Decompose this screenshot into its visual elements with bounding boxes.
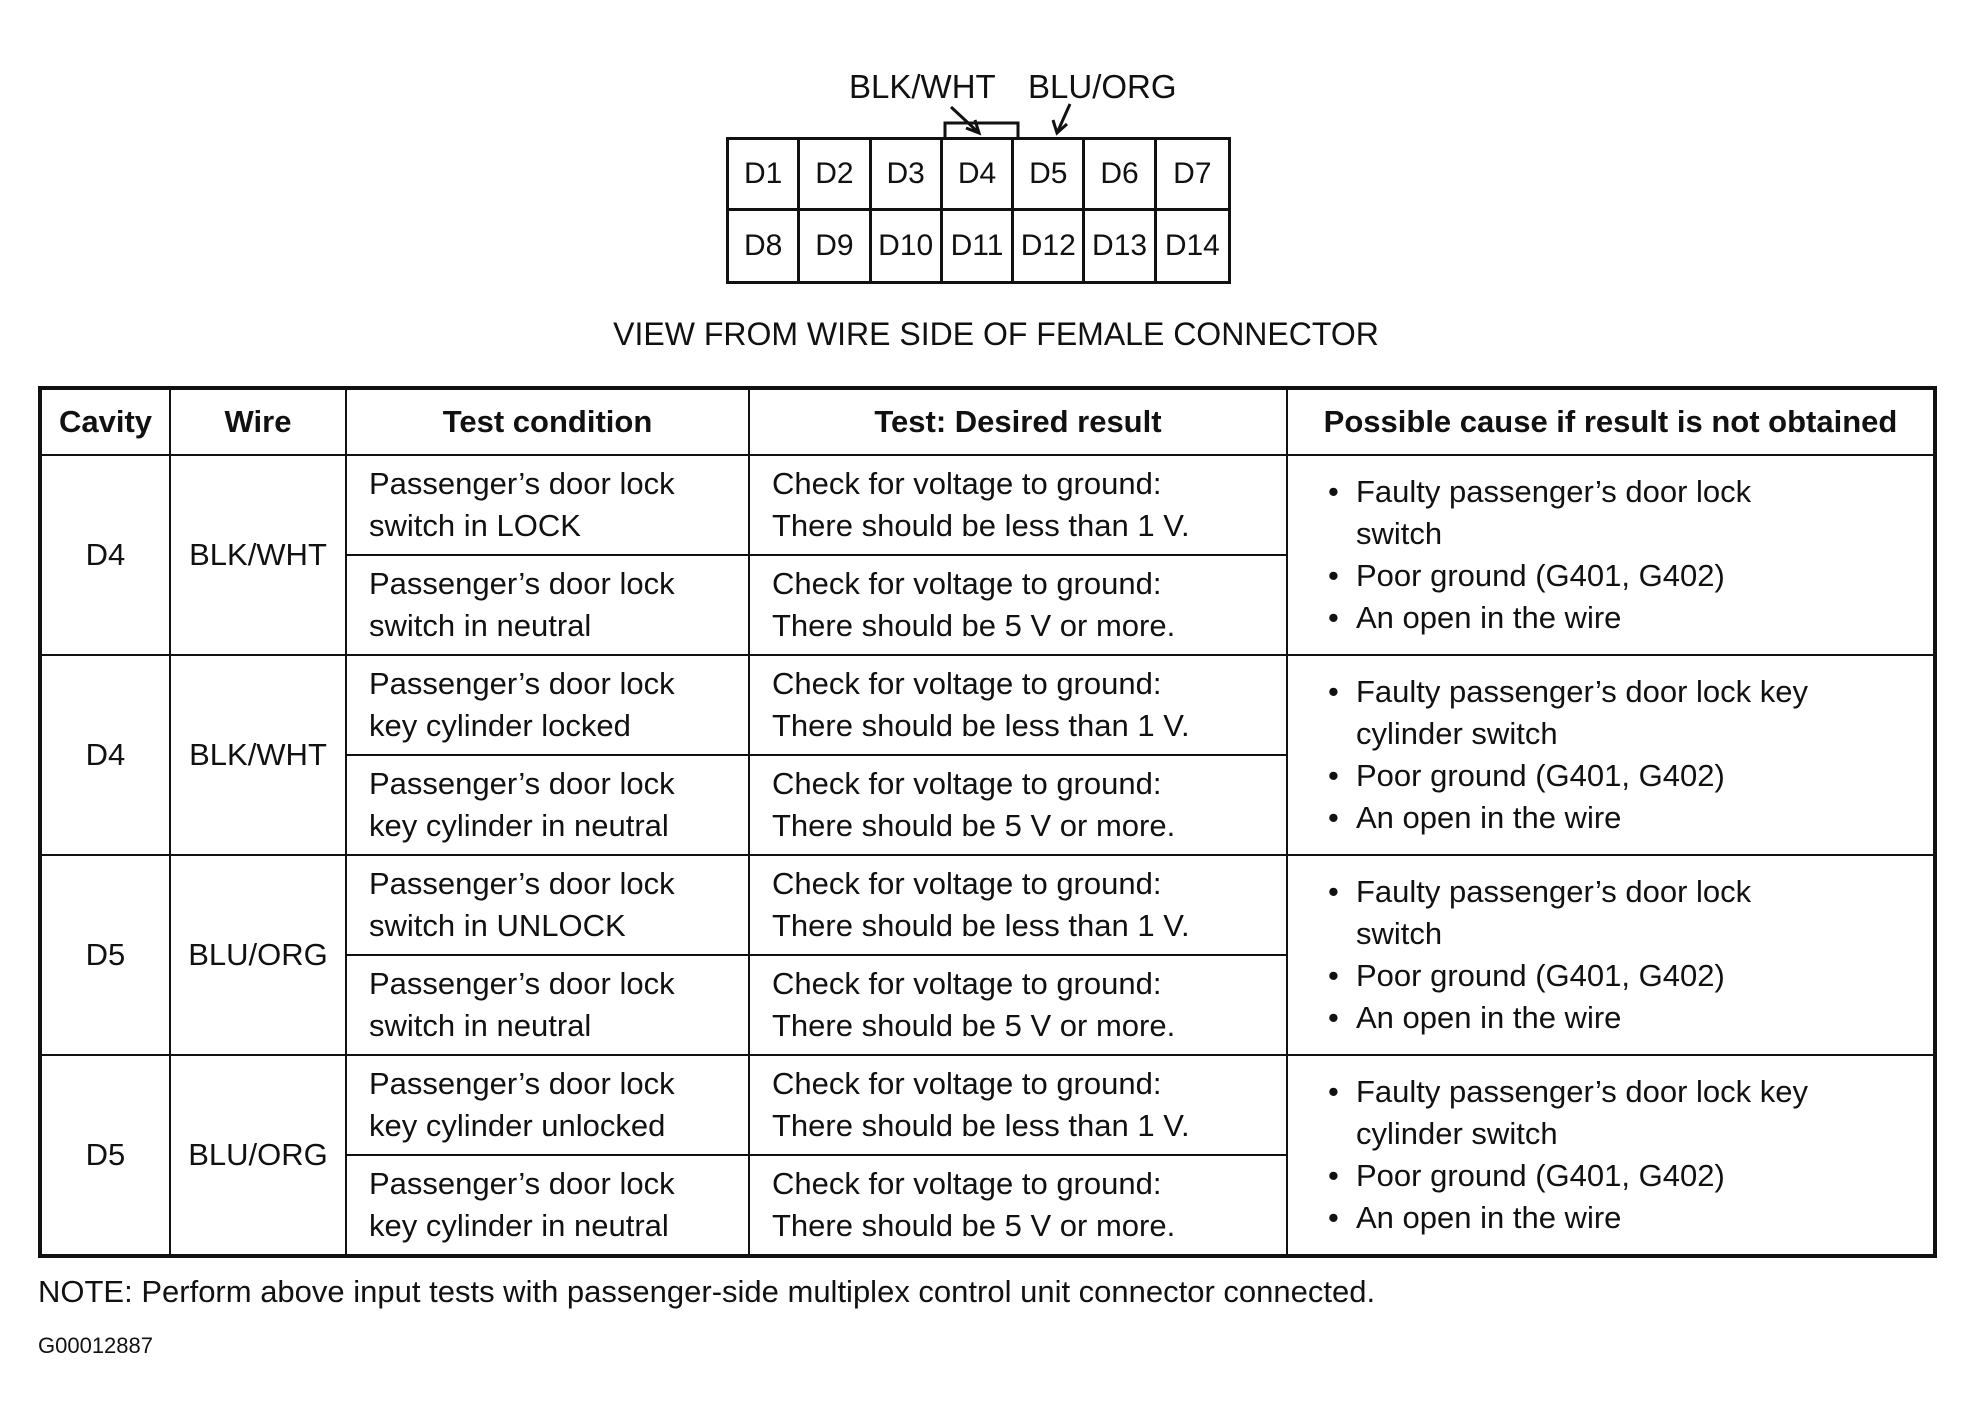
cause-line: An open in the wire [1356, 799, 1622, 835]
pin-d3: D3 [872, 140, 943, 211]
cause-line: Poor ground (G401, G402) [1356, 957, 1725, 993]
cause-item [1328, 1197, 1913, 1239]
cause-item [1328, 597, 1913, 639]
pin-d13: D13 [1085, 211, 1156, 282]
desired-result-line: Check for voltage to ground: [772, 665, 1162, 701]
cause-line: An open in the wire [1356, 1199, 1622, 1235]
test-condition-line: Passenger’s door lock [369, 565, 675, 601]
test-condition-cell [346, 455, 749, 555]
test-condition-line: switch in neutral [369, 607, 592, 643]
cause-item [1328, 1155, 1913, 1197]
cause-line: An open in the wire [1356, 599, 1622, 635]
cavity-cell: D4 [40, 455, 170, 655]
desired-result-line: There should be less than 1 V. [772, 907, 1190, 943]
desired-result-line: Check for voltage to ground: [772, 1165, 1162, 1201]
cause-list [1328, 1071, 1913, 1239]
cause-line: cylinder switch [1356, 1115, 1558, 1151]
cause-line: switch [1356, 915, 1443, 951]
cavity-cell: D4 [40, 655, 170, 855]
test-condition-line: Passenger’s door lock [369, 965, 675, 1001]
desired-result-line: There should be 5 V or more. [772, 607, 1176, 643]
desired-result-line: There should be less than 1 V. [772, 707, 1190, 743]
cause-item [1328, 671, 1913, 755]
pin-d7: D7 [1157, 140, 1228, 211]
test-condition-cell [346, 1055, 749, 1155]
header-desired-result: Test: Desired result [749, 388, 1287, 455]
wire-cell: BLK/WHT [170, 655, 346, 855]
possible-cause-cell [1287, 1055, 1935, 1256]
desired-result-line: There should be less than 1 V. [772, 507, 1190, 543]
header-wire: Wire [170, 388, 346, 455]
desired-result-cell [749, 655, 1287, 755]
test-condition-line: Passenger’s door lock [369, 1165, 675, 1201]
test-condition-line: Passenger’s door lock [369, 665, 675, 701]
pin-d6: D6 [1085, 140, 1156, 211]
test-condition-line: Passenger’s door lock [369, 1065, 675, 1101]
desired-result-line: There should be 5 V or more. [772, 1007, 1176, 1043]
cause-line: Poor ground (G401, G402) [1356, 757, 1725, 793]
wire-label-blk-wht: BLK/WHT [849, 68, 996, 105]
connector-caption: VIEW FROM WIRE SIDE OF FEMALE CONNECTOR [613, 316, 1379, 352]
desired-result-line: Check for voltage to ground: [772, 865, 1162, 901]
note-text: NOTE: Perform above input tests with passenger-side multiplex control unit connector connected. [38, 1274, 1376, 1309]
test-table [38, 386, 1937, 1258]
cause-list [1328, 671, 1913, 839]
cause-item [1328, 471, 1913, 555]
desired-result-line: Check for voltage to ground: [772, 965, 1162, 1001]
table-row [40, 1055, 1935, 1155]
cause-item [1328, 997, 1913, 1039]
desired-result-line: Check for voltage to ground: [772, 765, 1162, 801]
test-condition-cell [346, 755, 749, 855]
desired-result-cell [749, 855, 1287, 955]
pin-d14: D14 [1164, 228, 1220, 262]
cause-list [1328, 871, 1913, 1039]
wire-cell: BLU/ORG [170, 855, 346, 1055]
test-condition-cell [346, 1155, 749, 1256]
test-condition-cell [346, 555, 749, 655]
cause-item [1328, 955, 1913, 997]
cause-line: Faulty passenger’s door lock key [1356, 1073, 1809, 1109]
cause-item [1328, 555, 1913, 597]
pin-d5: D5 [1014, 140, 1085, 211]
connector-diagram [0, 0, 1964, 360]
cause-line: switch [1356, 515, 1443, 551]
desired-result-cell [749, 455, 1287, 555]
header-possible-cause: Possible cause if result is not obtained [1287, 388, 1935, 455]
desired-result-cell [749, 1155, 1287, 1256]
cause-line: Faulty passenger’s door lock [1356, 873, 1752, 909]
test-condition-line: Passenger’s door lock [369, 465, 675, 501]
test-condition-line: switch in neutral [369, 1007, 592, 1043]
pin-d4: D4 [943, 140, 1014, 211]
desired-result-line: Check for voltage to ground: [772, 465, 1162, 501]
test-condition-cell [346, 855, 749, 955]
pin-d1: D1 [729, 140, 800, 211]
cavity-cell: D5 [40, 1055, 170, 1256]
possible-cause-cell [1287, 855, 1935, 1055]
desired-result-cell [749, 1055, 1287, 1155]
cause-list [1328, 471, 1913, 639]
wire-cell: BLK/WHT [170, 455, 346, 655]
table-header-row [40, 388, 1935, 455]
cause-item [1328, 797, 1913, 839]
desired-result-cell [749, 555, 1287, 655]
test-condition-line: key cylinder locked [369, 707, 631, 743]
cause-item [1328, 871, 1913, 955]
header-cavity: Cavity [40, 388, 170, 455]
test-condition-cell [346, 655, 749, 755]
pin-d9: D9 [800, 211, 871, 282]
wire-label-blu-org: BLU/ORG [1028, 68, 1177, 105]
table-row [40, 455, 1935, 555]
test-condition-line: Passenger’s door lock [369, 765, 675, 801]
test-condition-line: switch in UNLOCK [369, 907, 626, 943]
desired-result-line: There should be less than 1 V. [772, 1107, 1190, 1143]
cause-item [1328, 1071, 1913, 1155]
desired-result-line: Check for voltage to ground: [772, 565, 1162, 601]
cause-line: Poor ground (G401, G402) [1356, 1157, 1725, 1193]
table-row [40, 655, 1935, 755]
cause-line: An open in the wire [1356, 999, 1622, 1035]
connector-pin-grid [726, 137, 1231, 284]
desired-result-line: There should be 5 V or more. [772, 1207, 1176, 1243]
test-condition-line: switch in LOCK [369, 507, 581, 543]
pin-d12: D12 [1014, 211, 1085, 282]
test-condition-line: Passenger’s door lock [369, 865, 675, 901]
desired-result-line: Check for voltage to ground: [772, 1065, 1162, 1101]
test-condition-cell [346, 955, 749, 1055]
pin-d10: D10 [872, 211, 943, 282]
header-test-condition: Test condition [346, 388, 749, 455]
cause-line: Poor ground (G401, G402) [1356, 557, 1725, 593]
pin-d11: D11 [943, 211, 1014, 282]
cause-item [1328, 755, 1913, 797]
desired-result-line: There should be 5 V or more. [772, 807, 1176, 843]
wire-cell: BLU/ORG [170, 1055, 346, 1256]
cavity-cell: D5 [40, 855, 170, 1055]
table-body [40, 455, 1935, 1256]
test-condition-line: key cylinder in neutral [369, 1207, 669, 1243]
cause-line: cylinder switch [1356, 715, 1558, 751]
desired-result-cell [749, 955, 1287, 1055]
possible-cause-cell [1287, 655, 1935, 855]
figure-code: G00012887 [38, 1333, 153, 1358]
pin-d2: D2 [800, 140, 871, 211]
cause-line: Faulty passenger’s door lock key [1356, 673, 1809, 709]
desired-result-cell [749, 755, 1287, 855]
test-condition-line: key cylinder in neutral [369, 807, 669, 843]
cause-line: Faulty passenger’s door lock [1356, 473, 1752, 509]
possible-cause-cell [1287, 455, 1935, 655]
test-condition-line: key cylinder unlocked [369, 1107, 666, 1143]
pin-d8: D8 [729, 211, 800, 282]
table-row [40, 855, 1935, 955]
